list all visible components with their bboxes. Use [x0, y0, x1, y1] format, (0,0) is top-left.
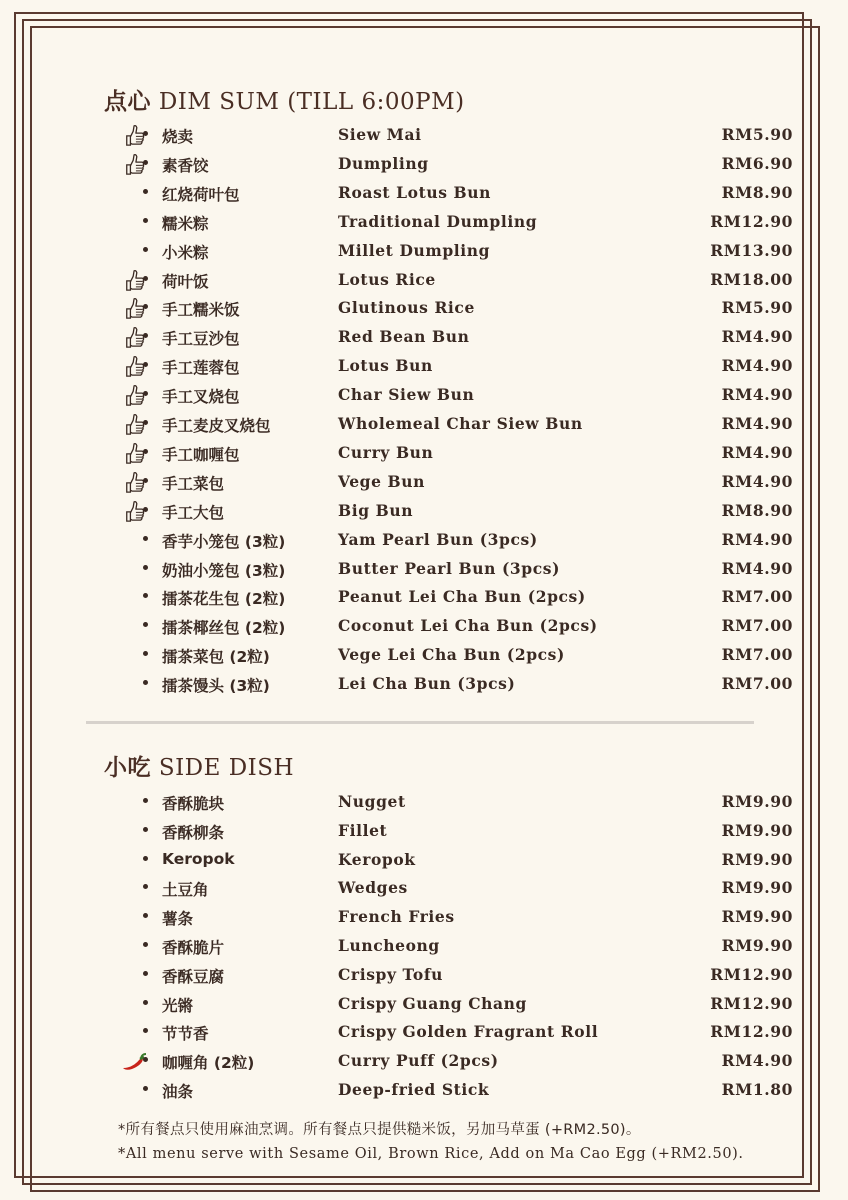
menu-item-row	[0, 1022, 848, 1051]
item-name-en: Lei Cha Bun (3pcs)	[338, 674, 516, 694]
item-name-en: Curry Bun	[338, 442, 434, 462]
menu-item-row	[0, 530, 848, 559]
item-name-zh: 糯米粽	[162, 214, 209, 233]
menu-item-row	[0, 587, 848, 616]
item-price: RM8.90	[721, 182, 793, 202]
side-dish-title-en: SIDE DISH	[158, 755, 295, 781]
item-name-en: Lotus Bun	[338, 356, 433, 376]
item-name-zh: 手工菜包	[162, 474, 225, 493]
note-chinese: *所有餐点只使用麻油烹调。所有餐点只提供糙米饭，另加马草蛋 (+RM2.50)。	[118, 1122, 641, 1138]
item-price: RM12.90	[710, 964, 793, 984]
item-name-zh: 奶油小笼包 (3粒)	[162, 561, 286, 580]
item-name-en: Wedges	[338, 878, 408, 898]
item-price: RM7.00	[721, 616, 793, 636]
item-name-en: Siew Mai	[338, 125, 422, 144]
item-price: RM5.90	[721, 298, 793, 318]
thumbs-up-icon	[118, 472, 154, 501]
menu-item-row	[0, 674, 848, 703]
menu-item-row	[0, 154, 848, 183]
item-name-zh: 香酥脆块	[162, 795, 225, 813]
item-name-en: Roast Lotus Bun	[338, 182, 491, 202]
thumbs-up-icon	[118, 125, 154, 154]
item-price: RM4.90	[721, 327, 793, 347]
item-name-zh: 手工咖喱包	[162, 445, 240, 464]
item-name-zh: 香酥豆腐	[162, 967, 225, 986]
bullet-icon	[118, 994, 154, 1023]
menu-item-row	[0, 936, 848, 965]
item-price: RM1.80	[721, 1080, 793, 1099]
item-price: RM12.90	[710, 1022, 793, 1042]
item-price: RM18.00	[710, 269, 793, 289]
thumbs-up-icon	[118, 385, 154, 414]
item-price: RM4.90	[721, 529, 793, 549]
item-price: RM4.90	[721, 442, 793, 462]
item-name-en: Butter Pearl Bun (3pcs)	[338, 558, 560, 578]
item-price: RM9.90	[721, 907, 793, 927]
menu-item-row	[0, 616, 848, 645]
item-name-en: Nugget	[338, 792, 406, 811]
menu-item-row	[0, 1051, 848, 1080]
item-name-en: Curry Puff (2pcs)	[338, 1051, 499, 1071]
item-name-en: Crispy Tofu	[338, 964, 443, 984]
item-price: RM9.90	[721, 878, 793, 898]
item-name-en: Luncheong	[338, 936, 440, 955]
item-name-en: Dumpling	[338, 153, 429, 173]
bullet-icon	[118, 792, 154, 821]
dim-sum-title-en: DIM SUM (TILL 6:00PM)	[158, 89, 465, 115]
menu-item-row	[0, 327, 848, 356]
item-price: RM6.90	[721, 153, 793, 173]
thumbs-up-icon	[118, 356, 154, 385]
thumbs-up-icon	[118, 154, 154, 183]
item-name-en: Vege Lei Cha Bun (2pcs)	[338, 645, 565, 665]
item-price: RM9.90	[721, 936, 793, 955]
item-name-zh: 手工大包	[162, 503, 225, 522]
item-price: RM5.90	[721, 125, 793, 144]
menu-item-row	[0, 443, 848, 472]
item-name-zh: 油条	[162, 1083, 194, 1101]
item-name-en: Char Siew Bun	[338, 385, 475, 405]
bullet-icon	[118, 183, 154, 212]
item-name-zh: 小米粽	[162, 243, 209, 262]
bullet-icon	[118, 1022, 154, 1051]
item-name-en: Crispy Guang Chang	[338, 993, 527, 1013]
bullet-icon	[118, 241, 154, 270]
section-divider	[86, 721, 754, 724]
item-name-zh: 土豆角	[162, 881, 209, 900]
menu-item-row	[0, 125, 848, 154]
item-name-zh: 手工叉烧包	[162, 388, 240, 407]
menu-item-row	[0, 501, 848, 530]
item-name-zh: 薯条	[162, 910, 194, 929]
bullet-icon	[118, 530, 154, 559]
dim-sum-title	[104, 83, 465, 116]
side-dish-title	[104, 749, 294, 782]
bullet-icon	[118, 965, 154, 994]
menu-item-row	[0, 1080, 848, 1109]
item-name-zh: 素香饺	[162, 156, 209, 175]
item-price: RM12.90	[710, 211, 793, 231]
bullet-icon	[118, 850, 154, 879]
item-name-en: Peanut Lei Cha Bun (2pcs)	[338, 587, 586, 607]
item-name-en: Lotus Rice	[338, 269, 436, 289]
item-price: RM4.90	[721, 385, 793, 405]
item-price: RM13.90	[710, 240, 793, 260]
item-name-en: Crispy Golden Fragrant Roll	[338, 1022, 599, 1042]
bullet-icon	[118, 212, 154, 241]
item-name-en: Coconut Lei Cha Bun (2pcs)	[338, 616, 598, 636]
item-price: RM4.90	[721, 1051, 793, 1071]
menu-item-row	[0, 414, 848, 443]
thumbs-up-icon	[118, 501, 154, 530]
item-name-zh: 荷叶饭	[162, 272, 209, 291]
menu-item-row	[0, 645, 848, 674]
item-price: RM8.90	[721, 500, 793, 520]
menu-item-row	[0, 356, 848, 385]
menu-item-row	[0, 792, 848, 821]
item-name-en: Wholemeal Char Siew Bun	[338, 414, 583, 433]
menu-item-row	[0, 821, 848, 850]
item-name-zh: 手工麦皮叉烧包	[162, 417, 271, 435]
menu-item-row	[0, 241, 848, 270]
item-name-zh: 香酥柳条	[162, 823, 225, 842]
menu-item-row	[0, 965, 848, 994]
item-name-zh: 擂茶花生包 (2粒)	[162, 590, 286, 609]
item-name-en: Red Bean Bun	[338, 327, 470, 347]
item-name-en: Glutinous Rice	[338, 298, 475, 318]
item-price: RM4.90	[721, 414, 793, 433]
item-name-zh: 红烧荷叶包	[162, 185, 240, 204]
menu-item-row	[0, 385, 848, 414]
menu-item-row	[0, 994, 848, 1023]
thumbs-up-icon	[118, 270, 154, 299]
item-price: RM9.90	[721, 820, 793, 840]
item-name-en: French Fries	[338, 907, 455, 927]
item-price: RM7.00	[721, 674, 793, 694]
item-price: RM4.90	[721, 356, 793, 376]
item-name-zh: 擂茶馒头 (3粒)	[162, 677, 270, 696]
menu-item-row	[0, 472, 848, 501]
item-name-en: Keropok	[338, 849, 416, 869]
thumbs-up-icon	[118, 443, 154, 472]
bullet-icon	[118, 616, 154, 645]
menu-item-row	[0, 559, 848, 588]
bullet-icon	[118, 559, 154, 588]
bullet-icon	[118, 1080, 154, 1109]
menu-item-row	[0, 878, 848, 907]
item-name-zh: 香芋小笼包 (3粒)	[162, 532, 286, 551]
menu-item-row	[0, 270, 848, 299]
thumbs-up-icon	[118, 327, 154, 356]
item-name-en: Big Bun	[338, 500, 414, 520]
item-name-zh: 擂茶菜包 (2粒)	[162, 648, 270, 667]
item-price: RM9.90	[721, 792, 793, 811]
note-english: *All menu serve with Sesame Oil, Brown Rice, Add on Ma Cao Egg (+RM2.50).	[118, 1146, 744, 1162]
item-name-zh: 香酥脆片	[162, 939, 225, 957]
item-name-en: Fillet	[338, 820, 388, 840]
item-name-zh: 擂茶椰丝包 (2粒)	[162, 619, 286, 638]
item-name-en: Millet Dumpling	[338, 240, 491, 260]
item-name-zh: Keropok	[162, 849, 235, 868]
item-name-zh: 咖喱角 (2粒)	[162, 1054, 255, 1073]
bullet-icon	[118, 936, 154, 965]
menu-item-row	[0, 850, 848, 879]
item-name-en: Traditional Dumpling	[338, 211, 538, 231]
menu-item-row	[0, 907, 848, 936]
dim-sum-title-zh: 点心	[104, 89, 151, 115]
bullet-icon	[118, 645, 154, 674]
menu-item-row	[0, 183, 848, 212]
item-name-zh: 节节香	[162, 1025, 209, 1044]
item-name-zh: 光锵	[162, 996, 194, 1015]
bullet-icon	[118, 907, 154, 936]
item-name-zh: 烧卖	[162, 128, 194, 146]
bullet-icon	[118, 674, 154, 703]
bullet-icon	[118, 878, 154, 907]
item-price: RM7.00	[721, 645, 793, 665]
bullet-icon	[118, 821, 154, 850]
item-name-en: Vege Bun	[338, 471, 425, 491]
chili-icon	[118, 1051, 154, 1080]
item-price: RM4.90	[721, 471, 793, 491]
side-dish-title-zh: 小吃	[104, 755, 151, 781]
item-name-zh: 手工糯米饭	[162, 301, 240, 320]
thumbs-up-icon	[118, 414, 154, 443]
item-price: RM9.90	[721, 849, 793, 869]
thumbs-up-icon	[118, 298, 154, 327]
item-price: RM12.90	[710, 993, 793, 1013]
item-name-zh: 手工莲蓉包	[162, 359, 240, 378]
menu-item-row	[0, 212, 848, 241]
item-price: RM4.90	[721, 558, 793, 578]
bullet-icon	[118, 587, 154, 616]
item-name-en: Deep-fried Stick	[338, 1080, 490, 1099]
menu-item-row	[0, 298, 848, 327]
item-price: RM7.00	[721, 587, 793, 607]
item-name-en: Yam Pearl Bun (3pcs)	[338, 529, 538, 549]
item-name-zh: 手工豆沙包	[162, 330, 240, 349]
